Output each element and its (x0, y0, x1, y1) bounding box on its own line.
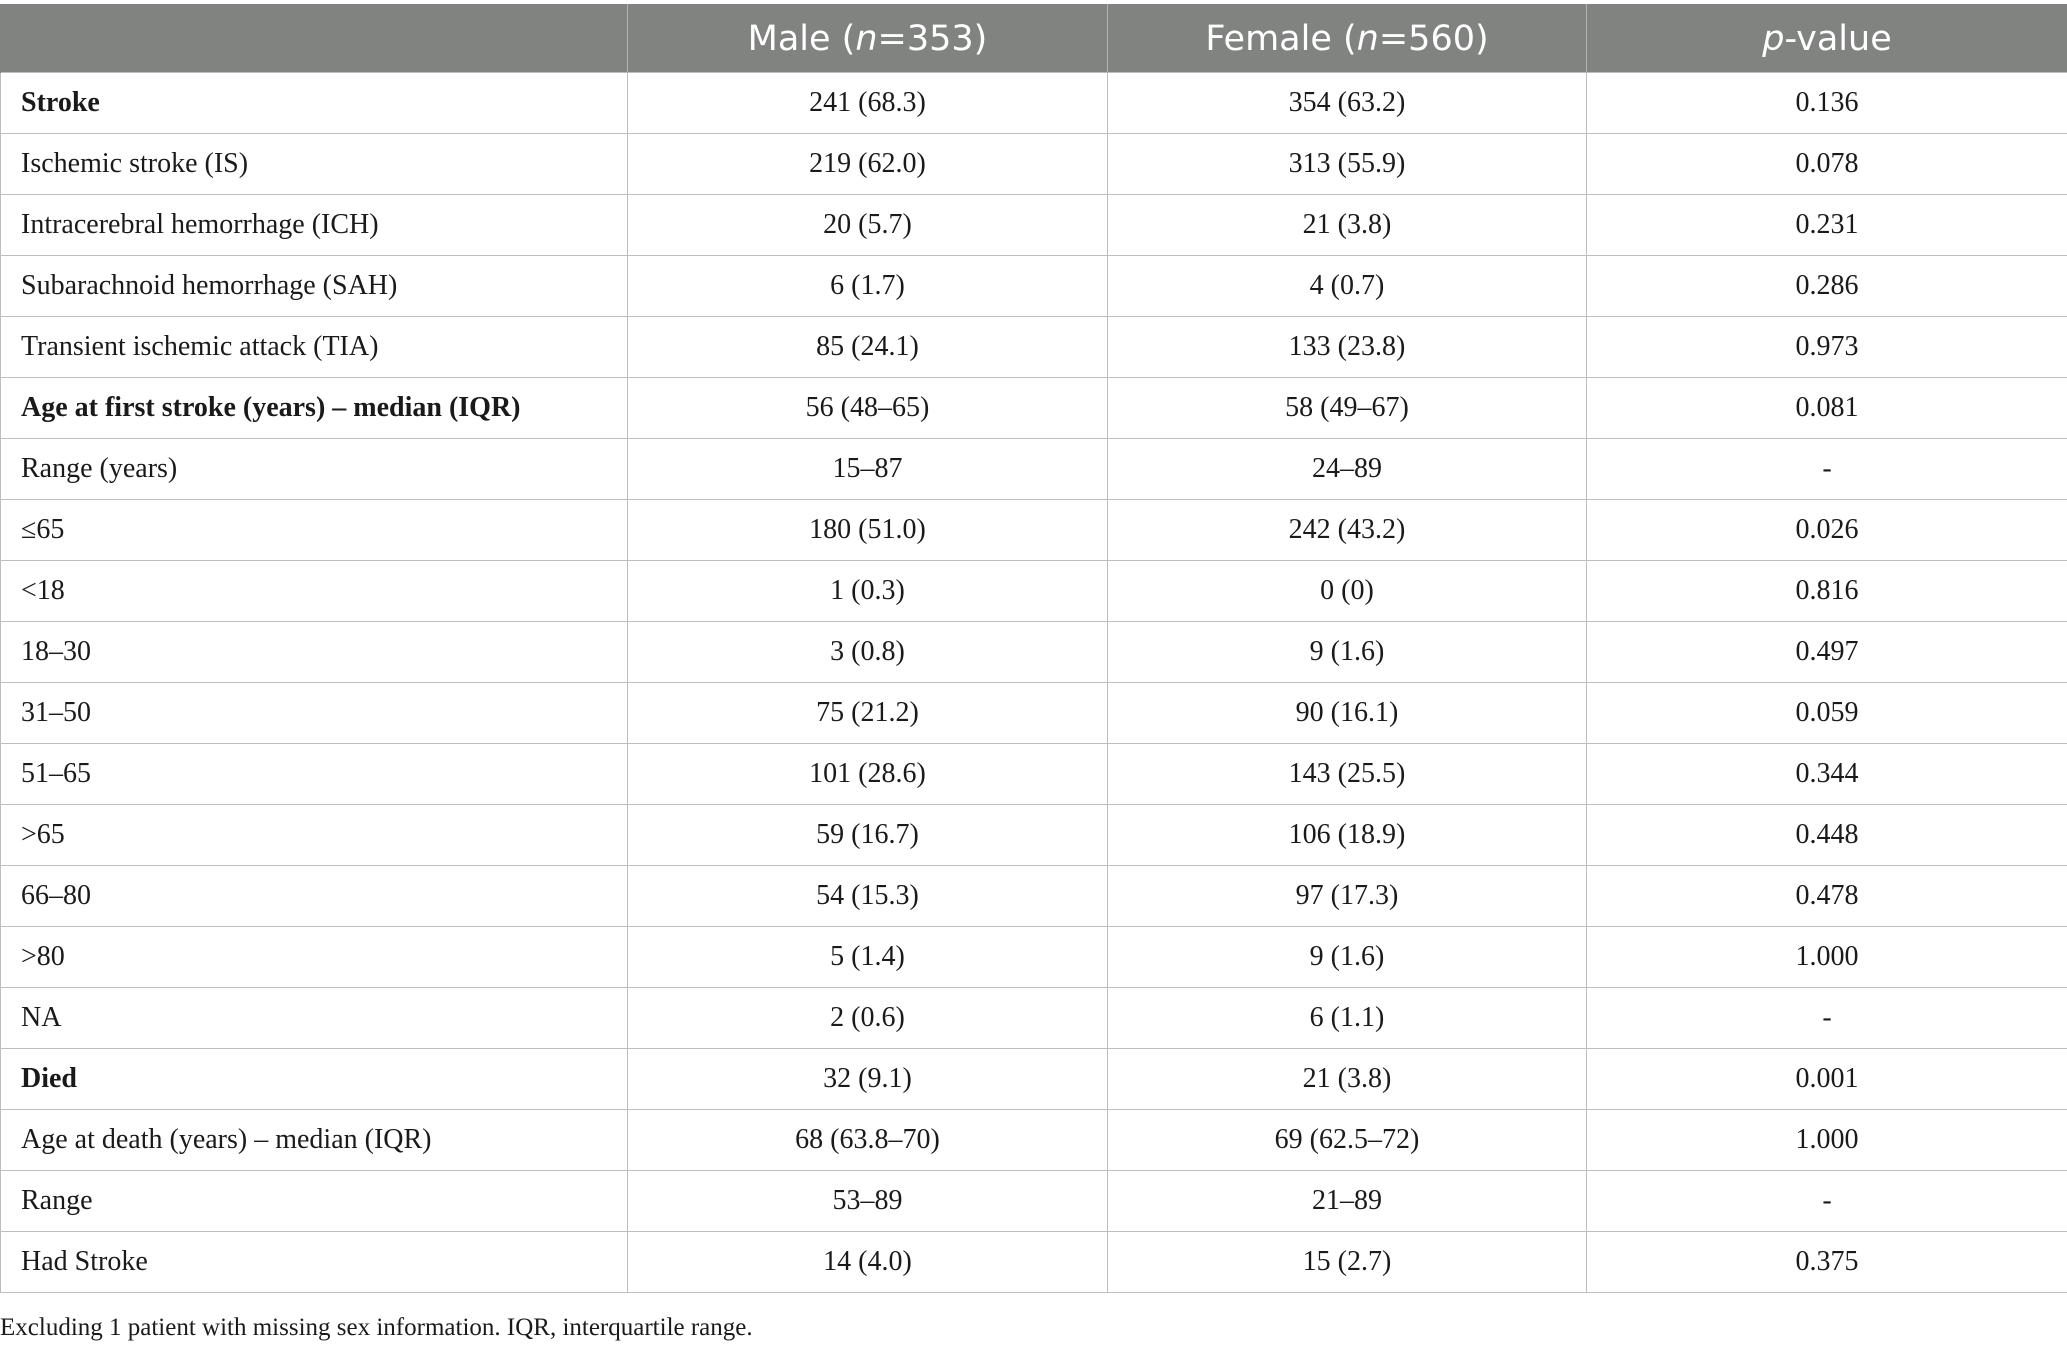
cell-female: 24–89 (1108, 439, 1587, 500)
table-row (1, 805, 2067, 866)
row-label: Subarachnoid hemorrhage (SAH) (1, 256, 628, 317)
cell-p-value: 0.973 (1587, 317, 2067, 378)
row-label: 51–65 (1, 744, 628, 805)
cell-male: 241 (68.3) (628, 73, 1108, 134)
cell-female: 354 (63.2) (1108, 73, 1587, 134)
row-label: NA (1, 988, 628, 1049)
cell-female: 58 (49–67) (1108, 378, 1587, 439)
table-row (1, 683, 2067, 744)
table-footnote: Excluding 1 patient with missing sex information. IQR, interquartile range. (0, 1314, 753, 1341)
cell-p-value: 0.375 (1587, 1232, 2067, 1293)
table-row (1, 195, 2067, 256)
table-row (1, 317, 2067, 378)
header-male: Male (n=353) (628, 5, 1108, 73)
cell-female: 21 (3.8) (1108, 1049, 1587, 1110)
table-row (1, 744, 2067, 805)
cell-p-value: 0.136 (1587, 73, 2067, 134)
row-label: Stroke (1, 73, 628, 134)
cell-p-value: 0.026 (1587, 500, 2067, 561)
table-row (1, 256, 2067, 317)
row-label: >65 (1, 805, 628, 866)
cell-female: 9 (1.6) (1108, 622, 1587, 683)
row-label: Had Stroke (1, 1232, 628, 1293)
row-label: Died (1, 1049, 628, 1110)
cell-male: 101 (28.6) (628, 744, 1108, 805)
cell-p-value: 1.000 (1587, 927, 2067, 988)
table-row (1, 927, 2067, 988)
row-label: Range (years) (1, 439, 628, 500)
cell-p-value: 0.081 (1587, 378, 2067, 439)
cell-female: 9 (1.6) (1108, 927, 1587, 988)
cell-male: 75 (21.2) (628, 683, 1108, 744)
row-label: Ischemic stroke (IS) (1, 134, 628, 195)
cell-p-value: 0.344 (1587, 744, 2067, 805)
cell-male: 56 (48–65) (628, 378, 1108, 439)
table-row (1, 439, 2067, 500)
cell-male: 54 (15.3) (628, 866, 1108, 927)
cell-male: 5 (1.4) (628, 927, 1108, 988)
cell-male: 53–89 (628, 1171, 1108, 1232)
cell-male: 14 (4.0) (628, 1232, 1108, 1293)
cell-female: 69 (62.5–72) (1108, 1110, 1587, 1171)
cell-female: 106 (18.9) (1108, 805, 1587, 866)
cell-male: 20 (5.7) (628, 195, 1108, 256)
row-label: Range (1, 1171, 628, 1232)
row-label: Intracerebral hemorrhage (ICH) (1, 195, 628, 256)
cell-female: 242 (43.2) (1108, 500, 1587, 561)
cell-male: 219 (62.0) (628, 134, 1108, 195)
cell-male: 32 (9.1) (628, 1049, 1108, 1110)
table-row (1, 622, 2067, 683)
row-label: Age at death (years) – median (IQR) (1, 1110, 628, 1171)
row-label: 31–50 (1, 683, 628, 744)
cell-male: 59 (16.7) (628, 805, 1108, 866)
cell-male: 2 (0.6) (628, 988, 1108, 1049)
header-female: Female (n=560) (1108, 5, 1587, 73)
table-row (1, 866, 2067, 927)
row-label: ≤65 (1, 500, 628, 561)
cell-female: 4 (0.7) (1108, 256, 1587, 317)
cell-p-value: 0.286 (1587, 256, 2067, 317)
cell-p-value: 0.231 (1587, 195, 2067, 256)
table-row (1, 561, 2067, 622)
row-label: 18–30 (1, 622, 628, 683)
table-body (1, 73, 2067, 1293)
table-row (1, 1110, 2067, 1171)
cell-female: 143 (25.5) (1108, 744, 1587, 805)
cell-p-value: 0.448 (1587, 805, 2067, 866)
stroke-data-table (0, 4, 2067, 1293)
data-table-container (0, 4, 2067, 1293)
cell-p-value: 0.816 (1587, 561, 2067, 622)
cell-p-value: - (1587, 439, 2067, 500)
cell-female: 0 (0) (1108, 561, 1587, 622)
row-label: Age at first stroke (years) – median (IQR) (1, 378, 628, 439)
header-p-value: p-value (1587, 5, 2067, 73)
table-row (1, 988, 2067, 1049)
cell-p-value: 0.001 (1587, 1049, 2067, 1110)
cell-male: 1 (0.3) (628, 561, 1108, 622)
cell-male: 15–87 (628, 439, 1108, 500)
table-row (1, 1049, 2067, 1110)
cell-female: 97 (17.3) (1108, 866, 1587, 927)
table-row (1, 73, 2067, 134)
cell-p-value: 0.478 (1587, 866, 2067, 927)
row-label: 66–80 (1, 866, 628, 927)
header-label-column (1, 5, 628, 73)
row-label: <18 (1, 561, 628, 622)
cell-male: 180 (51.0) (628, 500, 1108, 561)
cell-p-value: - (1587, 1171, 2067, 1232)
cell-male: 3 (0.8) (628, 622, 1108, 683)
cell-female: 313 (55.9) (1108, 134, 1587, 195)
cell-female: 90 (16.1) (1108, 683, 1587, 744)
table-row (1, 134, 2067, 195)
cell-male: 85 (24.1) (628, 317, 1108, 378)
cell-female: 133 (23.8) (1108, 317, 1587, 378)
cell-p-value: 0.078 (1587, 134, 2067, 195)
cell-p-value: - (1587, 988, 2067, 1049)
row-label: Transient ischemic attack (TIA) (1, 317, 628, 378)
table-header-row (1, 5, 2067, 73)
cell-female: 21 (3.8) (1108, 195, 1587, 256)
cell-female: 15 (2.7) (1108, 1232, 1587, 1293)
row-label: >80 (1, 927, 628, 988)
table-row (1, 1232, 2067, 1293)
cell-p-value: 1.000 (1587, 1110, 2067, 1171)
table-row (1, 500, 2067, 561)
table-row (1, 378, 2067, 439)
cell-p-value: 0.059 (1587, 683, 2067, 744)
cell-female: 21–89 (1108, 1171, 1587, 1232)
cell-male: 68 (63.8–70) (628, 1110, 1108, 1171)
cell-female: 6 (1.1) (1108, 988, 1587, 1049)
cell-male: 6 (1.7) (628, 256, 1108, 317)
table-row (1, 1171, 2067, 1232)
cell-p-value: 0.497 (1587, 622, 2067, 683)
